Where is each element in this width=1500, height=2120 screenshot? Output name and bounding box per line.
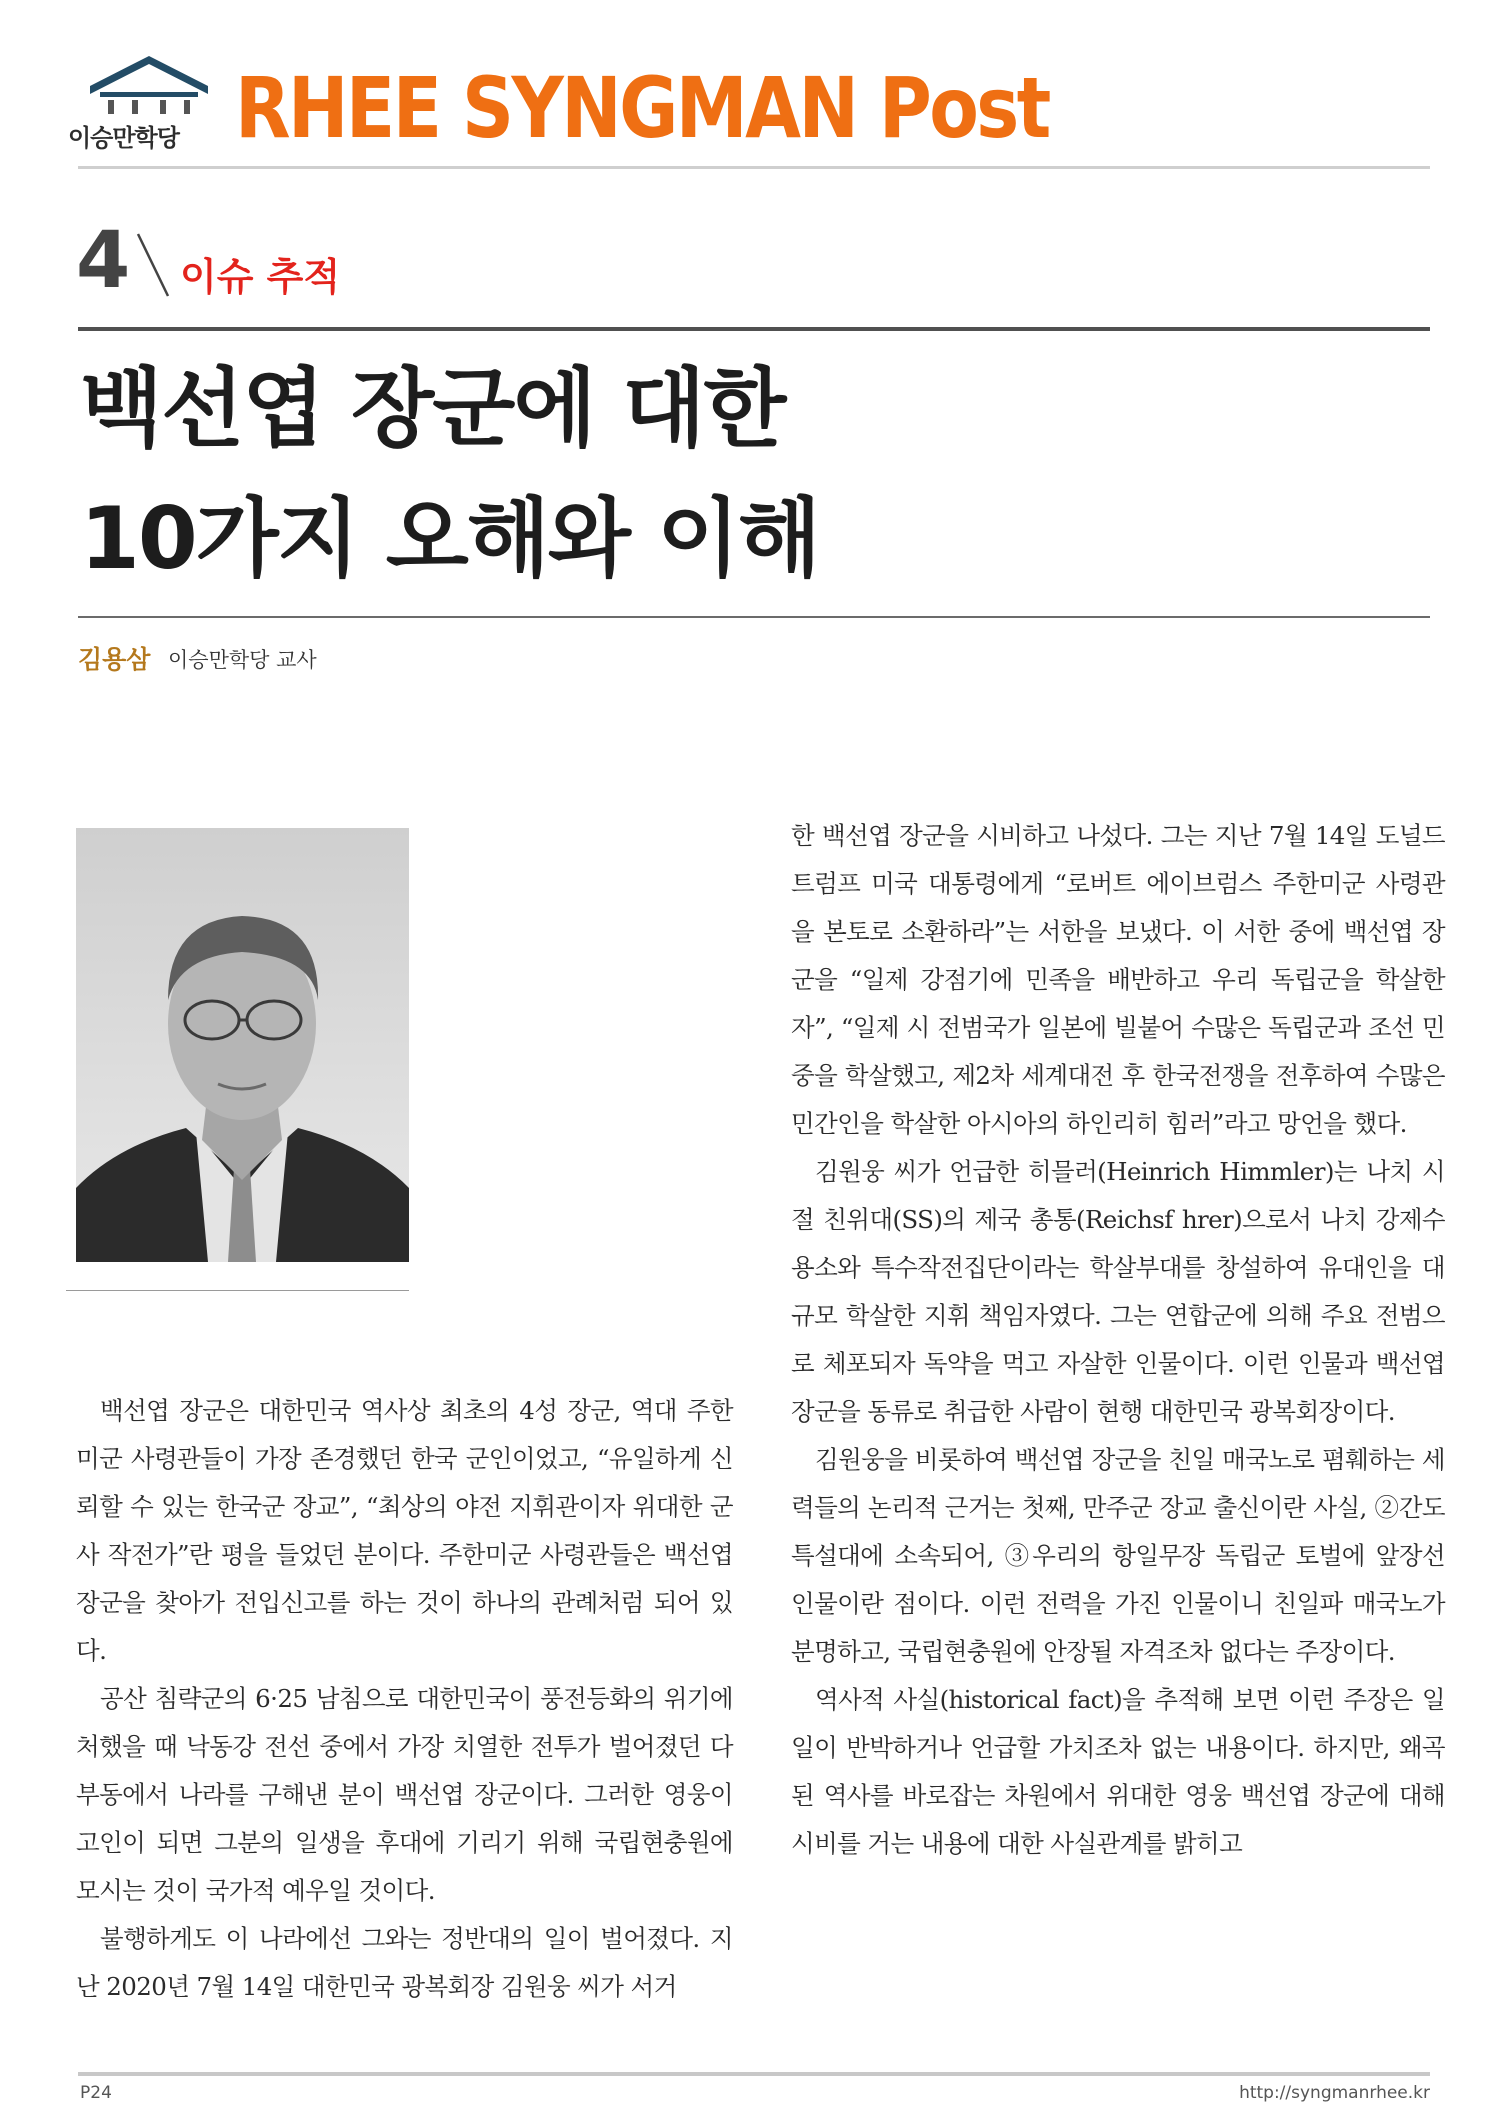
photo-caption-rule bbox=[66, 1290, 409, 1291]
logo-house-icon bbox=[84, 52, 214, 120]
paragraph: 불행하게도 이 나라에선 그와는 정반대의 일이 벌어졌다. 지난 2020년 7월 14일 대한민국 광복회장 김원웅 씨가 서거 bbox=[76, 1924, 733, 2001]
footer-divider bbox=[78, 2072, 1430, 2076]
article-column-left bbox=[76, 1387, 733, 2011]
paragraph: 공산 침략군의 6·25 남침으로 대한민국이 풍전등화의 위기에 처했을 때 낙동강 전선 중에서 가장 치열한 전투가 벌어졌던 다부동에서 나라를 구해낸 분이 백선엽 장군이다. 그러한 영웅이 고인이 되면 그분의 일생을 후대에 기리기 위해 국립현충원에 모시는 것이 국가적 예우일 것이다. bbox=[76, 1684, 733, 1905]
paragraph: 김원웅 씨가 언급한 히믈러(Heinrich Himmler)는 나치 시절 친위대(SS)의 제국 총통(Reichsf hrer)으로서 나치 강제수용소와 특수작전집단이라는 학살부대를 창설하여 유대인을 대규모 학살한 지휘 책임자였다. 그는 연합군에 의해 주요 전범으로 체포되자 독약을 먹고 자살한 인물이다. 이런 인물과 백선엽 장군을 동류로 취급한 사람이 현행 대한민국 광복회장이다. bbox=[791, 1157, 1445, 1426]
headline-line-1: 백선엽 장군에 대한 bbox=[80, 359, 785, 459]
header-divider bbox=[78, 166, 1430, 169]
footer-url-link[interactable]: http://syngmanrhee.kr bbox=[1239, 2083, 1430, 2103]
headline-divider bbox=[78, 616, 1430, 618]
page-number: P24 bbox=[80, 2083, 112, 2103]
section-number: 4 bbox=[76, 216, 131, 306]
headline-line-2: 10가지 오해와 이해 bbox=[80, 489, 820, 589]
logo-text: 이승만학당 bbox=[68, 124, 179, 152]
paragraph: 백선엽 장군은 대한민국 역사상 최초의 4성 장군, 역대 주한미군 사령관들이 가장 존경했던 한국 군인이었고, “유일하게 신뢰할 수 있는 한국군 장교”, “최상의 야전 지휘관이자 위대한 군사 작전가”란 평을 들었던 분이다. 주한미군 사령관들은 백선엽 장군을 찾아가 전입신고를 하는 것이 하나의 관례처럼 되어 있다. bbox=[76, 1396, 733, 1665]
paragraph: 김원웅을 비롯하여 백선엽 장군을 친일 매국노로 폄훼하는 세력들의 논리적 근거는 첫째, 만주군 장교 출신이란 사실, ②간도특설대에 소속되어, ③우리의 항일무장 독립군 토벌에 앞장선 인물이란 점이다. 이런 전력을 가진 인물이니 친일파 매국노가 분명하고, 국립현충원에 안장될 자격조차 없다는 주장이다. bbox=[791, 1445, 1445, 1666]
byline-name: 김용삼 bbox=[78, 645, 151, 674]
article-column-right bbox=[791, 812, 1445, 1868]
paragraph: 한 백선엽 장군을 시비하고 나섰다. 그는 지난 7월 14일 도널드 트럼프 미국 대통령에게 “로버트 에이브럼스 주한미군 사령관을 본토로 소환하라”는 서한을 보냈다. 이 서한 중에 백선엽 장군을 “일제 강점기에 민족을 배반하고 우리 독립군을 학살한 자”, “일제 시 전범국가 일본에 빌붙어 수많은 독립군과 조선 민중을 학살했고, 제2차 세계대전 후 한국전쟁을 전후하여 수많은 민간인을 학살한 아시아의 하인리히 힘러”라고 망언을 했다. bbox=[791, 821, 1445, 1138]
section-divider bbox=[78, 327, 1430, 331]
masthead-title: RHEE SYNGMAN Post bbox=[235, 59, 1049, 157]
paragraph: 역사적 사실(historical fact)을 추적해 보면 이런 주장은 일일이 반박하거나 언급할 가치조차 없는 내용이다. 하지만, 왜곡된 역사를 바로잡는 차원에서 위대한 영웅 백선엽 장군에 대해 시비를 거는 내용에 대한 사실관계를 밝히고 bbox=[791, 1685, 1445, 1858]
author-portrait bbox=[76, 828, 409, 1262]
byline-role: 이승만학당 교사 bbox=[168, 648, 317, 672]
author-portrait-icon bbox=[76, 828, 409, 1262]
section-slash-icon bbox=[134, 232, 174, 302]
section-label: 이슈 추적 bbox=[180, 255, 341, 299]
